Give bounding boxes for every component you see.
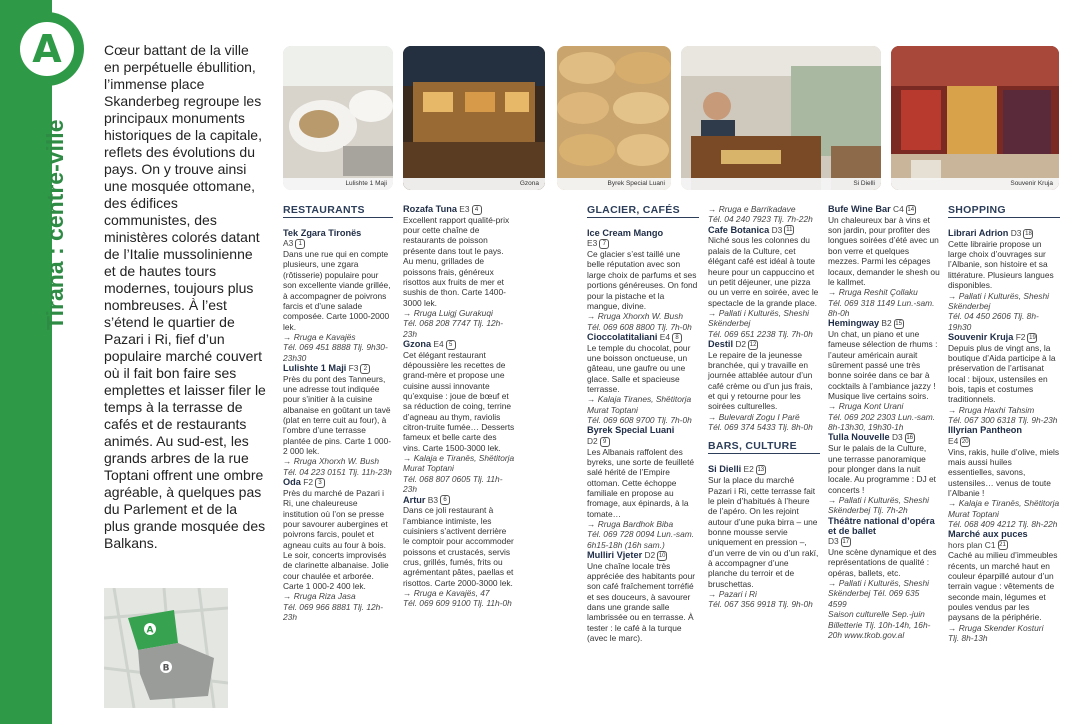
entry-name: Gzona bbox=[403, 338, 432, 349]
entry-description: Cet élégant restaurant dépoussière les recettes de grand-mère et propose une cuisine aussi innovante qu’exquise : joue de bœuf et sa réduction de coing, terrine d’agneau au thym, raviolis citron-truite fumée… Desserts fameux et belle carte des vins. Carte 1500-3000 lek. bbox=[403, 349, 515, 453]
column-bars-2 bbox=[828, 204, 940, 640]
entry-description: Le repaire de la jeunesse branchée, qui y travaille en journée attablée autour d’un café crème ou d’un jus frais, et qui y retourne pour les soirées culturelles. bbox=[708, 349, 813, 412]
entry-number: 14 bbox=[907, 206, 915, 213]
photo-caption: Souvenir Kruja bbox=[1010, 180, 1053, 187]
entry-map-ref: D2 bbox=[735, 338, 747, 349]
entry-name: Tek Zgara Tironës bbox=[283, 228, 362, 238]
entry-info: Tél. 069 608 8800 Tlj. 7h-0h bbox=[587, 321, 692, 332]
entry-address: → Rruga Skender Kosturi bbox=[948, 622, 1044, 633]
photo-caption: Lulishte 1 Maji bbox=[345, 180, 387, 187]
entry-info: Tél. 069 318 1149 Lun.-sam. 8h-0h bbox=[828, 297, 935, 318]
entry-name: Hemingway bbox=[828, 318, 880, 329]
entry-number: 13 bbox=[757, 467, 765, 474]
entry-number: 17 bbox=[842, 539, 850, 546]
entry-number: 10 bbox=[658, 552, 666, 559]
entry-number: 5 bbox=[446, 340, 456, 350]
entry-info: Tél. 069 728 0094 Lun.-sam. 6h15-18h (16h sam.) bbox=[587, 529, 695, 550]
entry-description: Niché sous les colonnes du palais de la Culture, cet élégant café est idéal à toute heure pour un cappuccino et un petit déjeuner, une pizza ou un verre en soirée, avec le spectacle de la grande place. bbox=[708, 235, 819, 308]
entry-address: → Rruga e Kavajës, 47 bbox=[403, 588, 490, 599]
entry-map-ref: B3 bbox=[427, 494, 439, 505]
entry-info: Tél. 069 608 9700 Tlj. 7h-0h bbox=[587, 415, 692, 426]
entry-map-ref: B2 bbox=[881, 318, 892, 329]
entry-address: → Rruga Reshit Çollaku bbox=[828, 287, 918, 298]
entry-map-ref: D3 bbox=[771, 224, 783, 235]
entry-info: Tél. 069 374 5433 Tlj. 8h-0h bbox=[708, 422, 813, 433]
photo-caption: Si Dielli bbox=[853, 180, 875, 187]
entry-map-ref: F2 bbox=[303, 477, 313, 488]
entry-number: 12 bbox=[749, 341, 757, 348]
entry-address: → Kalaja e Tiranës, Shëtitorja Murat Toptani bbox=[403, 453, 515, 474]
entry-name: Souvenir Kruja bbox=[948, 331, 1014, 342]
column-cafes-2 bbox=[708, 204, 820, 610]
entry-info: Tél. 069 609 9100 Tlj. 11h-0h bbox=[403, 598, 512, 609]
entry-map-ref: E4 bbox=[659, 331, 671, 342]
entry-name: Marché aux puces bbox=[948, 529, 1028, 540]
entry-name: Mulliri Vjeter bbox=[587, 549, 643, 560]
photo-souvenir-kruja bbox=[891, 46, 1059, 190]
entry-name: Artur bbox=[403, 494, 426, 505]
entry-address: → Rruga e Barrikadave bbox=[708, 204, 796, 214]
entry-description: Dans une rue qui en compte plusieurs, une zgara (rôtisserie) populaire pour son excellente viande grillée, à accompagner de poivrons farcis et d’une salade composée. Carte 1000-2000 lek. bbox=[283, 249, 391, 332]
entry-number: 18 bbox=[1025, 230, 1032, 237]
entry-address: → Rruga Xhorxh W. Bush bbox=[587, 311, 684, 322]
entry-address: → Pallati i Kulturës, Sheshi Skënderbej Tél. 069 635 4599 bbox=[828, 578, 930, 609]
column-shopping bbox=[948, 204, 1060, 644]
entry-info: Tél. 069 451 8888 Tlj. 9h30-23h30 bbox=[283, 342, 388, 363]
entry-number: 4 bbox=[472, 205, 482, 215]
entry-number: 16 bbox=[906, 435, 913, 442]
entry-name: Cafe Botanica bbox=[708, 224, 770, 235]
photo-si-dielli bbox=[681, 46, 881, 190]
photo-byrek bbox=[557, 46, 671, 190]
entry-description: Une chaîne locale très appréciée des habitants pour son café fraîchement torréfié et ses douceurs, à savourer dans une grande salle lambrissée ou en terrasse. À tester : le café à la turque (avec le marc). bbox=[587, 560, 696, 644]
entry-info: Tél. 068 208 7747 Tlj. 12h-23h bbox=[403, 318, 504, 339]
entry-info: Tél. 04 450 2606 Tlj. 8h-19h30 bbox=[948, 311, 1039, 332]
entry-name: Ice Cream Mango bbox=[587, 228, 664, 238]
entry-name: Si Dielli bbox=[708, 464, 742, 475]
entry-map-ref: E4 bbox=[433, 338, 444, 349]
entry-address: → Kalaja Tiranes, Shëtitorja Murat Toptani bbox=[587, 394, 692, 415]
entry-map-ref: E3 bbox=[459, 204, 470, 214]
entry-description: Un chaleureux bar à vins et son jardin, pour profiter des longues soirées d’été avec un bon verre et quelques mezzes. Parmi les cépages locaux, demander le shesh ou le kallmet. bbox=[828, 214, 940, 287]
entry-number: 9 bbox=[600, 437, 610, 447]
entry-map-ref: D3 bbox=[891, 432, 903, 443]
side-title: Tirana : centre-ville bbox=[42, 119, 68, 330]
photo-lulishte bbox=[283, 46, 393, 190]
map-marker-a: A bbox=[146, 625, 154, 636]
entry-number: 1 bbox=[295, 239, 305, 249]
section-cafes: GLACIER, CAFÉS bbox=[587, 204, 699, 218]
entry-info: Tél. 068 409 4212 Tlj. 8h-22h bbox=[948, 518, 1058, 529]
entry-map-ref: D3 bbox=[1010, 228, 1022, 238]
entry-number: 20 bbox=[961, 438, 969, 445]
entry-map-ref: C4 bbox=[893, 204, 904, 214]
entry-address: → Pallati i Kulturës, Sheshi Skënderbej Tlj. 7h-2h bbox=[828, 494, 930, 516]
entry-map-ref: D3 bbox=[828, 536, 839, 547]
entry-description: Près du pont des Tanneurs, une adresse tout indiquée pour s’initier à la cuisine albanaise en goûtant un tavë (plat en terre cuit au four), à l’ombre d’une terrasse plantée de pins. Carte 1 000-2 000 lek. bbox=[283, 373, 392, 457]
entry-address: → Rruga Kont Urani bbox=[828, 401, 904, 412]
entry-number: 2 bbox=[360, 364, 370, 374]
entry-map-ref: E3 bbox=[587, 238, 598, 249]
entry-number: 11 bbox=[786, 227, 793, 234]
entry-map-ref: D2 bbox=[644, 549, 656, 560]
entry-name: Librari Adrion bbox=[948, 228, 1009, 238]
map-marker-b: B bbox=[162, 663, 170, 674]
entry-map-ref: F3 bbox=[348, 362, 359, 373]
entry-info: Tél. 067 300 6318 Tlj. 9h-23h bbox=[948, 415, 1058, 426]
entry-info: Tél. 069 202 2303 Lun.-sam. 8h-13h30, 19h30-1h bbox=[828, 411, 936, 433]
entry-address: → Rruga Riza Jasa bbox=[283, 591, 356, 602]
entry-number: 15 bbox=[895, 321, 902, 327]
entry-description: Une scène dynamique et des représentations de qualité : opéras, ballets, etc. bbox=[828, 547, 937, 578]
entry-name: Oda bbox=[283, 477, 301, 488]
entry-name: Bufe Wine Bar bbox=[828, 204, 891, 214]
entry-name: Destil bbox=[708, 338, 734, 349]
entry-description: Près du marché de Pazari i Ri, une chaleureuse institution où l’on se presse pour savourer aubergines et poivrons farcis, poulet et agneau cuits au four à bois. Le soir, concerts improvisés de clarinette albanaise. Jolie cour chaulée et arborée. Carte 1 000-2 400 lek. bbox=[283, 487, 389, 591]
entry-map-ref: E4 bbox=[948, 435, 959, 446]
entry-description: Sur le palais de la Culture, une terrasse panoramique pour plonger dans la nuit locale. Au programme : DJ et concerts ! bbox=[828, 443, 936, 495]
entry-number: 21 bbox=[999, 542, 1006, 549]
entry-description: Depuis plus de vingt ans, la boutique d’Aida participe à la préservation de l’artisanat local : bijoux, ustensiles en bois, tapis et costumes traditionnels. bbox=[948, 342, 1056, 405]
entry-description: Caché au milieu d’immeubles récents, un marché haut en couleur éparpillé autour d’un terrain vague : vêtements de seconde main, légumes et poules vendus par les paysans de la périphérie. bbox=[948, 550, 1058, 623]
entry-number: 3 bbox=[315, 478, 325, 488]
entry-description: Vins, rakis, huile d’olive, miels mais aussi huiles essentielles, savons, ustensiles… venus de toute l’Albanie ! bbox=[948, 446, 1060, 498]
entry-number: 19 bbox=[1029, 334, 1036, 341]
entry-map-ref: hors plan C1 bbox=[948, 539, 996, 550]
entry-address: → Rruga Luigj Gurakuqi bbox=[403, 307, 493, 318]
column-restaurants-1 bbox=[283, 204, 393, 622]
entry-number: 7 bbox=[599, 239, 609, 249]
section-bars-culture: BARS, CULTURE bbox=[708, 440, 820, 454]
entry-description: Les Albanais raffolent des byreks, une sorte de feuilleté salé hérité de l’Empire ottoman. Cette échoppe familiale en propose au fromage, aux épinards, à la tomate… bbox=[587, 446, 695, 519]
entry-info: Tél. 069 651 2238 Tlj. 7h-0h bbox=[708, 328, 813, 339]
entry-name: Tulla Nouvelle bbox=[828, 432, 890, 443]
entry-number: 8 bbox=[672, 333, 682, 343]
entry-address: → Pallati i Kulturës, Sheshi Skënderbej bbox=[708, 307, 810, 329]
entry-description: Ce glacier s’est taillé une belle réputation avec son large choix de parfums et ses portions généreuses. On fond pour la pistache et la mangue, divine. bbox=[587, 249, 698, 311]
photo-caption: Gzona bbox=[519, 180, 539, 187]
entry-description: Dans ce joli restaurant à l’ambiance intimiste, les cuisiniers s’activent derrière le comptoir pour accommoder poissons et crustacés, servis crus, grillés, fumés, frits ou agrémentant pâtes, paellas et risottos. Carte 2000-3000 lek. bbox=[403, 505, 514, 588]
entry-address: → Pazari i Ri bbox=[708, 589, 757, 599]
entry-info: Tlj. 8h-13h bbox=[948, 633, 988, 644]
entry-description: Excellent rapport qualité-prix pour cette chaîne de restaurants de poisson présente dans tout le pays. Au menu, grillades de poissons frais, généreux risottos aux fruits de mer et sushis de thon. Carte 1400-3000 lek. bbox=[403, 214, 510, 308]
entry-info: Tél. 067 356 9918 Tlj. 9h-0h bbox=[708, 599, 813, 610]
photo-caption: Byrek Special Luani bbox=[607, 180, 665, 187]
entry-name: Lulishte 1 Maji bbox=[283, 362, 347, 373]
entry-info: Saison culturelle Sep.-juin Billetterie Tlj. 10h-14h, 16h-20h www.tkob.gov.al bbox=[828, 609, 931, 640]
entry-info: Tél. 04 240 7923 Tlj. 7h-22h bbox=[708, 214, 813, 225]
entry-name: Byrek Special Luani bbox=[587, 425, 675, 436]
entry-info: Tél. 04 223 0151 Tlj. 11h-23h bbox=[283, 466, 392, 477]
entry-description: Un chat, un piano et une fameuse sélection de rhums : l’auteur américain aurait sûrement passé une très bonne soirée dans ce bar à cocktails à l’ambiance jazzy ! Musique live certains soirs. bbox=[828, 329, 938, 402]
section-restaurants: RESTAURANTS bbox=[283, 204, 393, 218]
entry-info: Tél. 068 807 0605 Tlj. 11h-23h bbox=[403, 473, 503, 495]
entry-description: Cette librairie propose un large choix d’ouvrages sur l’Albanie, son histoire et sa littérature. Plusieurs langues disponibles. bbox=[948, 238, 1054, 291]
entry-address: → Pallati i Kulturës, Sheshi Skënderbej bbox=[948, 290, 1050, 311]
entry-map-ref: F2 bbox=[1015, 331, 1026, 342]
column-cafes-1 bbox=[587, 204, 699, 644]
entry-address: → Rruga Bardhok Biba bbox=[587, 518, 674, 529]
entry-number: 6 bbox=[440, 495, 450, 505]
column-restaurants-2 bbox=[403, 204, 515, 609]
entry-name: Rozafa Tuna bbox=[403, 204, 457, 214]
entry-name: Théâtre national d’opéra et de ballet bbox=[828, 515, 935, 536]
entry-name: Cioccolatitaliani bbox=[587, 331, 658, 342]
entry-address: → Rruga Haxhi Tahsim bbox=[948, 404, 1035, 415]
entry-map-ref: A3 bbox=[283, 238, 294, 249]
entry-description: Sur la place du marché Pazari i Ri, cette terrasse fait le plein d’habitués à l’heure de l’apéro. On les rejoint autour d’une puka birra – une bonne mousse servie uniquement en pression –, d’un verre de vin ou d’un rakï, à accompagner d’une planche du terroir et de bruschettas. bbox=[708, 475, 819, 589]
district-map bbox=[104, 588, 228, 708]
entry-address: → Bulevardi Zogu I Parë bbox=[708, 411, 800, 422]
entry-name: Illyrian Pantheon bbox=[948, 425, 1023, 436]
entry-address: → Kalaja e Tiranës, Shëtitorja Murat Toptani bbox=[948, 498, 1060, 519]
entry-address: → Rruga e Kavajës bbox=[283, 331, 356, 342]
section-shopping: SHOPPING bbox=[948, 204, 1060, 218]
entry-map-ref: D2 bbox=[587, 435, 598, 446]
entry-info: Tél. 069 966 8881 Tlj. 12h-23h bbox=[283, 601, 384, 623]
entry-map-ref: E2 bbox=[743, 464, 754, 475]
entry-address: → Rruga Xhorxh W. Bush bbox=[283, 456, 380, 467]
intro-text: Cœur battant de la ville en perpétuelle ébullition, l’immense place Skanderbeg regroupe les principaux monuments historiques de la capitale, reflets des évolutions du pays. On y trouve ainsi une mosquée ottomane, des édifices communistes, des ministères colorés datant de l’Italie mussolinienne et de hautes tours modernes, toujours plus nombreuses. À l’est s’étend le quartier de Pazari i Ri, fief d’un populaire marché couvert où il fait bon faire ses emplettes et laisser filer le temps à la terrasse de cafés et de restaurants animés. Au sud-est, les grands arbres de la rue Toptani offrent une ombre agréable, à quelques pas du Parlement et de la plus grande mosquée des Balkans. bbox=[104, 42, 266, 551]
badge-letter: A bbox=[20, 22, 74, 76]
entry-description: Le temple du chocolat, pour une boisson onctueuse, un gâteau, une gaufre ou une glace. Salle et spacieuse terrasse. bbox=[587, 342, 691, 395]
photo-gzona bbox=[403, 46, 545, 190]
